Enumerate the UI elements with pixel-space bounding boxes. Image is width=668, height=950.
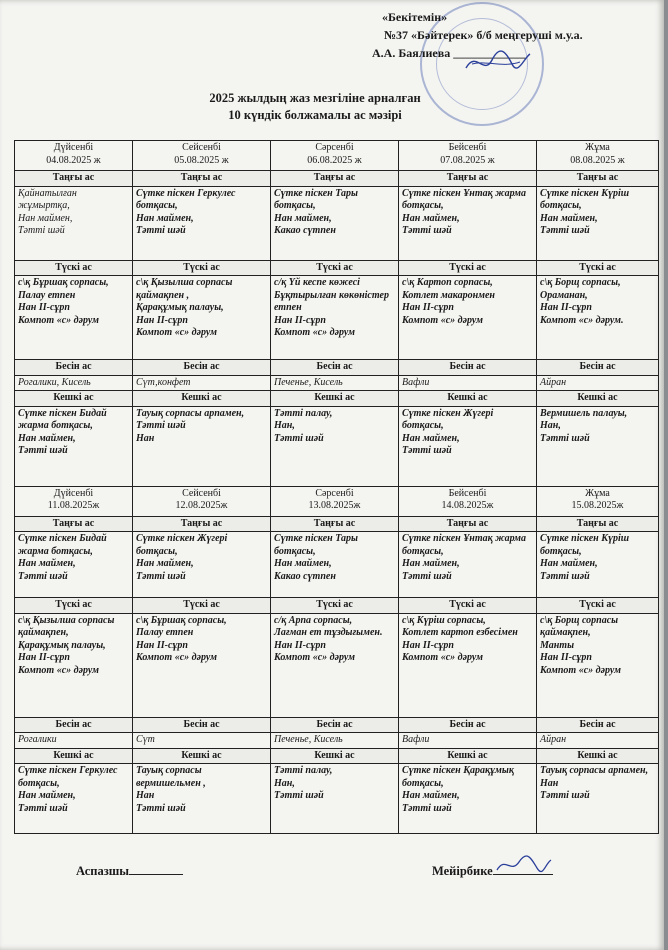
lunch-dish: с\қ Қызылша сорпасы қаймақпен, Қарақұмық палауы, Нан ІІ-сұрп Компот «с» дәрум — [15, 613, 133, 717]
dinner-label: Кешкі ас — [15, 391, 133, 407]
breakfast-dish: Сүтке піскен Жүгері ботқасы, Нан маймен, Тәтті шәй — [133, 532, 271, 598]
dinner-dish-row — [15, 764, 659, 834]
approval-line-3: А.А. Баялиева ____________ — [372, 46, 526, 60]
dinner-dish: Тауық сорпасы арпамен, Нан Тәтті шәй — [537, 764, 659, 834]
breakfast-label: Таңғы ас — [537, 171, 659, 187]
director-signature — [462, 46, 532, 76]
snack-dish: Сүт — [133, 733, 271, 749]
day-date: 11.08.2025ж — [47, 500, 100, 511]
day-date: 13.08.2025ж — [308, 500, 361, 511]
lunch-label: Түскі ас — [133, 260, 271, 276]
dinner-label: Кешкі ас — [271, 391, 399, 407]
lunch-label: Түскі ас — [399, 598, 537, 614]
day-name: Жұма — [585, 487, 610, 499]
snack-dish-row — [15, 375, 659, 391]
breakfast-label: Таңғы ас — [537, 516, 659, 532]
breakfast-dish: Сүтке піскен Геркулес ботқасы, Нан маймен, Тәтті шәй — [133, 186, 271, 260]
snack-label: Бесін ас — [133, 717, 271, 733]
lunch-label: Түскі ас — [133, 598, 271, 614]
snack-label: Бесін ас — [399, 360, 537, 376]
menu-table — [14, 140, 659, 834]
day-name: Дүйсенбі — [53, 142, 94, 153]
breakfast-label-row — [15, 171, 659, 187]
breakfast-label-row — [15, 516, 659, 532]
lunch-dish: с\қ Картоп сорпасы, Котлет макаронмен Нан ІІ-сұрп Компот «с» дәрум — [399, 276, 537, 360]
dinner-dish: Вермишель палауы, Нан, Тәтті шәй — [537, 406, 659, 486]
day-name: Сейсенбі — [182, 142, 221, 153]
day-date: 05.08.2025 ж — [174, 154, 229, 166]
lunch-dish: с\қ Борщ сорпасы қаймақпен, Манты Нан ІІ-сұрп Компот «с» дәрум — [537, 613, 659, 717]
breakfast-label: Таңғы ас — [399, 516, 537, 532]
dinner-dish: Тәтті палау, Нан, Тәтті шәй — [271, 764, 399, 834]
dinner-dish: Сүтке піскен Қарақұмық ботқасы, Нан маймен, Тәтті шәй — [399, 764, 537, 834]
breakfast-label: Таңғы ас — [133, 171, 271, 187]
snack-label: Бесін ас — [271, 360, 399, 376]
lunch-dish: с\қ Бұршақ сорпасы, Палау етпен Нан ІІ-сұрп Компот «с» дәрум — [133, 613, 271, 717]
dinner-label: Кешкі ас — [399, 748, 537, 764]
lunch-dish: с\қ Бұршақ сорпасы, Палау етпен Нан ІІ-сұрп Компот «с» дәрум — [15, 276, 133, 360]
menu-title-line-2: 10 күндік болжамалы ас мәзірі — [228, 108, 402, 122]
dinner-dish: Тауық сорпасы вермишельмен , Нан Тәтті шәй — [133, 764, 271, 834]
dinner-dish: Тәтті палау, Нан, Тәтті шәй — [271, 406, 399, 486]
lunch-dish: с\қ Қызылша сорпасы қаймақпен , Қарақұмық палауы, Нан ІІ-сұрп Компот «с» дәрум — [133, 276, 271, 360]
day-header — [15, 141, 133, 171]
dinner-label: Кешкі ас — [537, 391, 659, 407]
lunch-label: Түскі ас — [537, 598, 659, 614]
breakfast-label: Таңғы ас — [399, 171, 537, 187]
snack-dish: Вафли — [399, 375, 537, 391]
nurse-label: Мейірбике — [432, 864, 493, 878]
breakfast-label: Таңғы ас — [15, 171, 133, 187]
lunch-label: Түскі ас — [15, 260, 133, 276]
snack-label-row — [15, 717, 659, 733]
dinner-dish: Сүтке піскен Бидай жарма ботқасы, Нан маймен, Тәтті шәй — [15, 406, 133, 486]
snack-dish: Печенье, Кисель — [271, 733, 399, 749]
day-header — [399, 141, 537, 171]
nurse-signature-line — [432, 862, 553, 879]
snack-dish-row — [15, 733, 659, 749]
day-header — [399, 486, 537, 516]
lunch-dish-row — [15, 613, 659, 717]
snack-dish: Айран — [537, 733, 659, 749]
day-date: 04.08.2025 ж — [46, 154, 101, 166]
snack-dish: Рогалики, Кисель — [15, 375, 133, 391]
breakfast-dish: Қайнатылған жұмыртқа, Нан маймен, Тәтті шәй — [15, 186, 133, 260]
lunch-label: Түскі ас — [399, 260, 537, 276]
day-name: Сейсенбі — [182, 487, 221, 499]
lunch-dish: с/қ Арпа сорпасы, Лағман ет тұздығымен. Нан ІІ-сұрп Компот «с» дәрум — [271, 613, 399, 717]
breakfast-label: Таңғы ас — [15, 516, 133, 532]
lunch-label: Түскі ас — [15, 598, 133, 614]
snack-dish: Айран — [537, 375, 659, 391]
cook-signature-line — [76, 862, 183, 879]
dinner-label: Кешкі ас — [15, 748, 133, 764]
lunch-label: Түскі ас — [271, 598, 399, 614]
approval-line-1: «Бекітемін» — [382, 10, 448, 24]
day-name: Сәрсенбі — [315, 142, 354, 153]
menu-title — [150, 90, 480, 124]
lunch-label-row — [15, 598, 659, 614]
snack-dish: Рогалики — [15, 733, 133, 749]
snack-dish: Вафли — [399, 733, 537, 749]
day-date: 14.08.2025ж — [441, 500, 494, 511]
lunch-dish: с\қ Борщ сорпасы, Ораманан, Нан ІІ-сұрп Компот «с» дәрум. — [537, 276, 659, 360]
breakfast-dish: Сүтке піскен Күріш ботқасы, Нан маймен, Тәтті шәй — [537, 532, 659, 598]
snack-label: Бесін ас — [133, 360, 271, 376]
snack-label: Бесін ас — [271, 717, 399, 733]
day-header — [133, 486, 271, 516]
nurse-signature — [493, 854, 553, 876]
breakfast-label: Таңғы ас — [271, 516, 399, 532]
day-header-row — [15, 486, 659, 516]
day-date: 08.08.2025 ж — [570, 154, 625, 166]
day-header — [271, 141, 399, 171]
lunch-dish-row — [15, 276, 659, 360]
breakfast-dish: Сүтке піскен Күріш ботқасы, Нан маймен, Тәтті шәй — [537, 186, 659, 260]
snack-label: Бесін ас — [537, 360, 659, 376]
cook-label: Аспазшы — [76, 864, 130, 878]
snack-label: Бесін ас — [15, 717, 133, 733]
day-name: Бейсенбі — [448, 487, 487, 499]
dinner-dish: Сүтке піскен Геркулес ботқасы, Нан маймен, Тәтті шәй — [15, 764, 133, 834]
snack-label: Бесін ас — [15, 360, 133, 376]
dinner-label: Кешкі ас — [271, 748, 399, 764]
day-header-row — [15, 141, 659, 171]
lunch-dish: с/қ Үй кеспе көжесі Бұқтырылған көкөністер етпен Нан ІІ-сұрп Компот «с» дәрум — [271, 276, 399, 360]
lunch-dish: с\қ Күріш сорпасы, Котлет картоп езбесімен Нан ІІ-сұрп Компот «с» дәрум — [399, 613, 537, 717]
breakfast-dish: Сүтке піскен Ұнтақ жарма ботқасы, Нан маймен, Тәтті шәй — [399, 532, 537, 598]
day-name: Дүйсенбі — [53, 487, 94, 499]
day-name: Сәрсенбі — [315, 487, 354, 499]
dinner-label: Кешкі ас — [399, 391, 537, 407]
day-name: Жұма — [585, 142, 610, 153]
nurse-line — [493, 862, 553, 875]
lunch-label-row — [15, 260, 659, 276]
dinner-label: Кешкі ас — [133, 748, 271, 764]
approval-line-2: №37 «Бәйтерек» б/б меңгеруші м.у.а. — [384, 28, 583, 42]
dinner-dish: Сүтке піскен Жүгері ботқасы, Нан маймен, Тәтті шәй — [399, 406, 537, 486]
dinner-label-row — [15, 748, 659, 764]
lunch-label: Түскі ас — [537, 260, 659, 276]
snack-dish: Печенье, Кисель — [271, 375, 399, 391]
day-header — [537, 141, 659, 171]
breakfast-dish: Сүтке піскен Ұнтақ жарма ботқасы, Нан маймен, Тәтті шәй — [399, 186, 537, 260]
breakfast-dish-row — [15, 532, 659, 598]
day-header — [15, 486, 133, 516]
snack-label: Бесін ас — [399, 717, 537, 733]
day-date: 15.08.2025ж — [571, 500, 624, 511]
day-date: 07.08.2025 ж — [440, 154, 495, 166]
breakfast-dish: Сүтке піскен Бидай жарма ботқасы, Нан маймен, Тәтті шәй — [15, 532, 133, 598]
day-name: Бейсенбі — [448, 142, 487, 153]
dinner-label: Кешкі ас — [133, 391, 271, 407]
breakfast-dish-row — [15, 186, 659, 260]
dinner-label-row — [15, 391, 659, 407]
snack-label: Бесін ас — [537, 717, 659, 733]
lunch-label: Түскі ас — [271, 260, 399, 276]
breakfast-dish: Сүтке піскен Тары ботқасы, Нан маймен, Какао сүтпен — [271, 532, 399, 598]
breakfast-dish: Сүтке піскен Тары ботқасы, Нан маймен, Какао сүтпен — [271, 186, 399, 260]
day-header — [537, 486, 659, 516]
dinner-label: Кешкі ас — [537, 748, 659, 764]
day-header — [271, 486, 399, 516]
breakfast-label: Таңғы ас — [133, 516, 271, 532]
snack-label-row — [15, 360, 659, 376]
day-header — [133, 141, 271, 171]
snack-dish: Сүт,конфет — [133, 375, 271, 391]
day-date: 06.08.2025 ж — [307, 154, 362, 166]
cook-line — [129, 862, 183, 875]
dinner-dish: Тауық сорпасы арпамен, Тәтті шәй Нан — [133, 406, 271, 486]
dinner-dish-row — [15, 406, 659, 486]
menu-title-line-1: 2025 жылдың жаз мезгіліне арналған — [209, 91, 421, 105]
breakfast-label: Таңғы ас — [271, 171, 399, 187]
day-date: 12.08.2025ж — [175, 500, 228, 511]
